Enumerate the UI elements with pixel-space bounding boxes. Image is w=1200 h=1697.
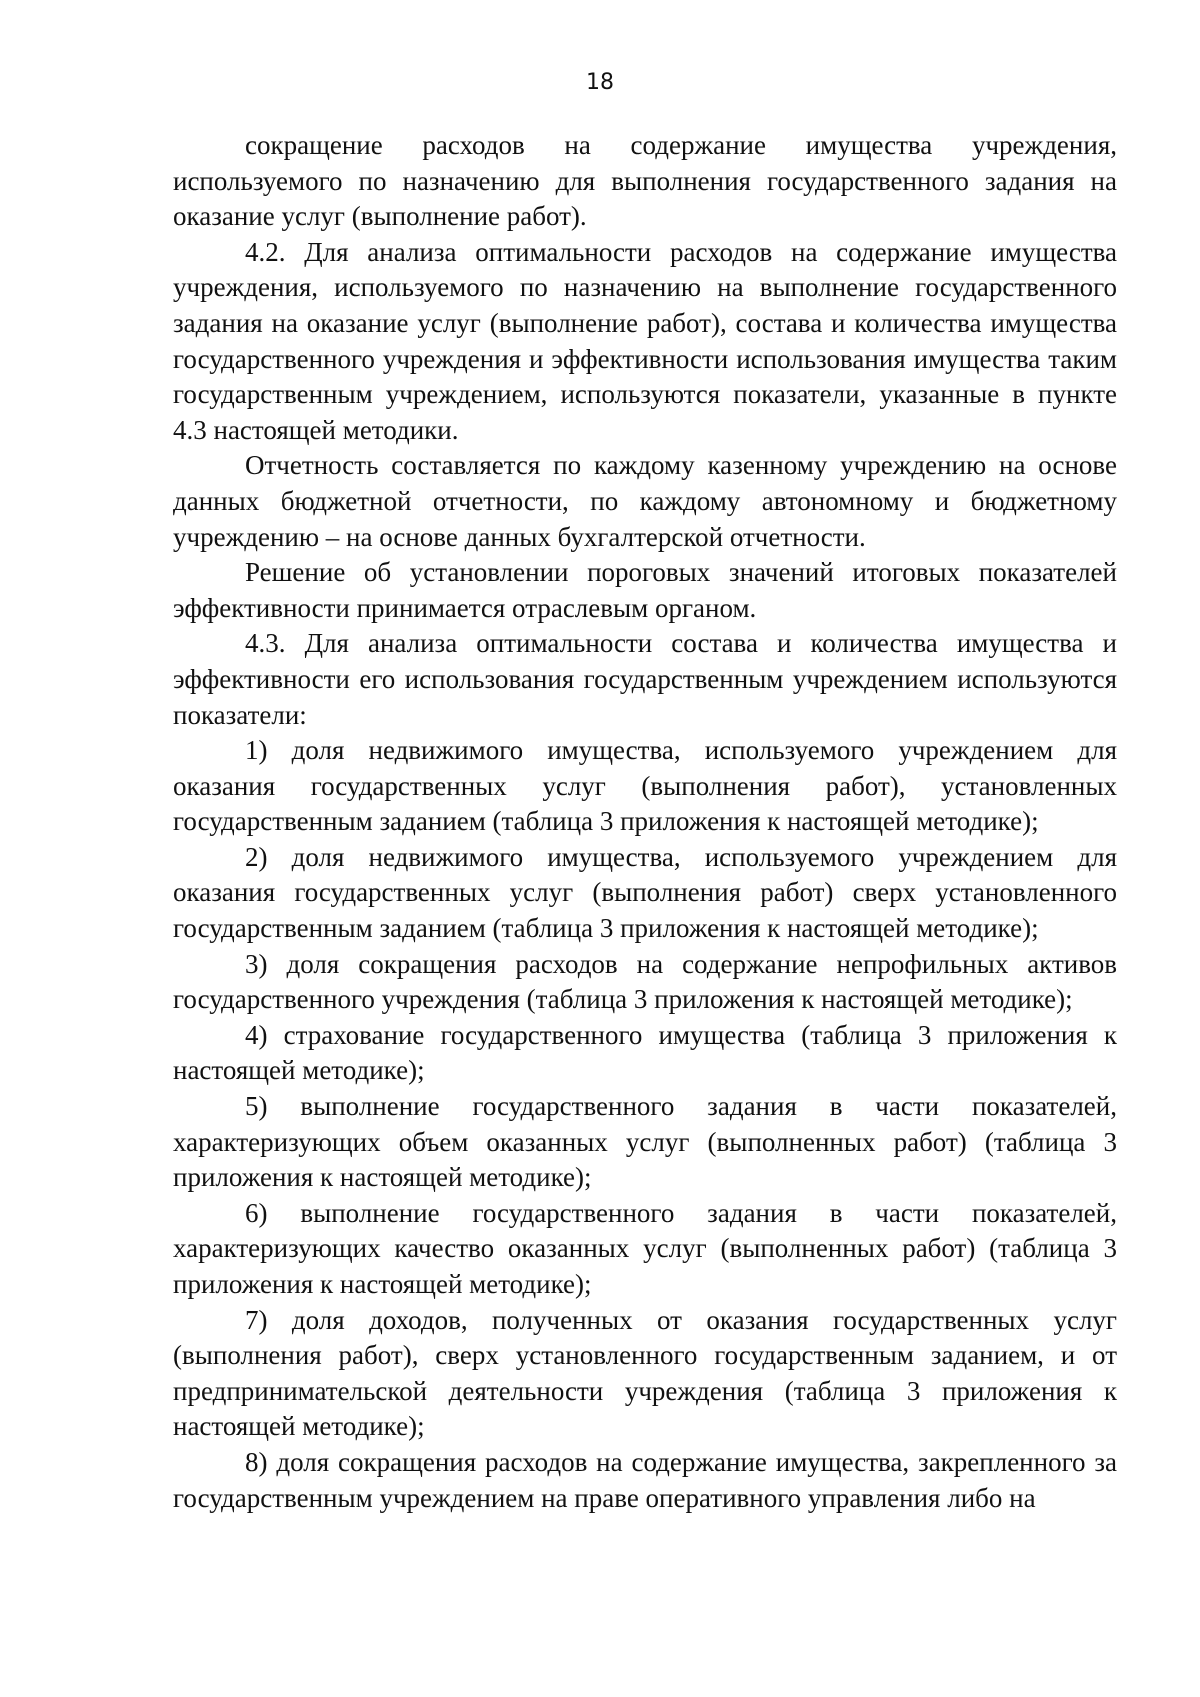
list-item-3: 3) доля сокращения расходов на содержание непрофильных активов государственного учреждения (таблица 3 приложения к настоящей методике);	[173, 948, 1117, 1015]
paragraph-4-3: 4.3. Для анализа оптимальности состава и количества имущества и эффективности его использования государственным учреждением используются показатели:	[173, 628, 1117, 730]
list-item-6: 6) выполнение государственного задания в части показателей, характеризующих качество оказанных услуг (выполненных работ) (таблица 3 приложения к настоящей методике);	[173, 1197, 1117, 1299]
list-item-4: 4) страхование государственного имущества (таблица 3 приложения к настоящей методике);	[173, 1019, 1117, 1086]
document-body	[173, 128, 1117, 1516]
list-item-8: 8) доля сокращения расходов на содержание имущества, закрепленного за государственным учреждением на праве оперативного управления либо на	[173, 1446, 1117, 1513]
list-item-7: 7) доля доходов, полученных от оказания государственных услуг (выполнения работ), сверх установленного государственным заданием, и от предпринимательской деятельности учреждения (таблица 3 приложения к настоящей методике);	[173, 1304, 1117, 1442]
paragraph-reporting: Отчетность составляется по каждому казенному учреждению на основе данных бюджетной отчетности, по каждому автономному и бюджетному учреждению – на основе данных бухгалтерской отчетности.	[173, 450, 1117, 552]
paragraph-continuation: сокращение расходов на содержание имущества учреждения, используемого по назначению для выполнения государственного задания на оказание услуг (выполнение работ).	[173, 130, 1117, 232]
paragraph-4-2: 4.2. Для анализа оптимальности расходов на содержание имущества учреждения, используемого по назначению на выполнение государственного задания на оказание услуг (выполнение работ), состава и количества имущества государственного учреждения и эффективности использования имущества таким государственным учреждением, используются показатели, указанные в пункте 4.3 настоящей методики.	[173, 236, 1117, 445]
list-item-5: 5) выполнение государственного задания в части показателей, характеризующих объем оказанных услуг (выполненных работ) (таблица 3 приложения к настоящей методике);	[173, 1091, 1117, 1193]
list-item-1: 1) доля недвижимого имущества, используемого учреждением для оказания государственных услуг (выполнения работ), установленных государственным заданием (таблица 3 приложения к настоящей методике);	[173, 735, 1117, 837]
list-item-2: 2) доля недвижимого имущества, используемого учреждением для оказания государственных услуг (выполнения работ) сверх установленного государственным заданием (таблица 3 приложения к настоящей методике);	[173, 841, 1117, 944]
page-number: 18	[586, 70, 614, 95]
paragraph-threshold-decision: Решение об установлении пороговых значений итоговых показателей эффективности принимается отраслевым органом.	[173, 557, 1117, 623]
